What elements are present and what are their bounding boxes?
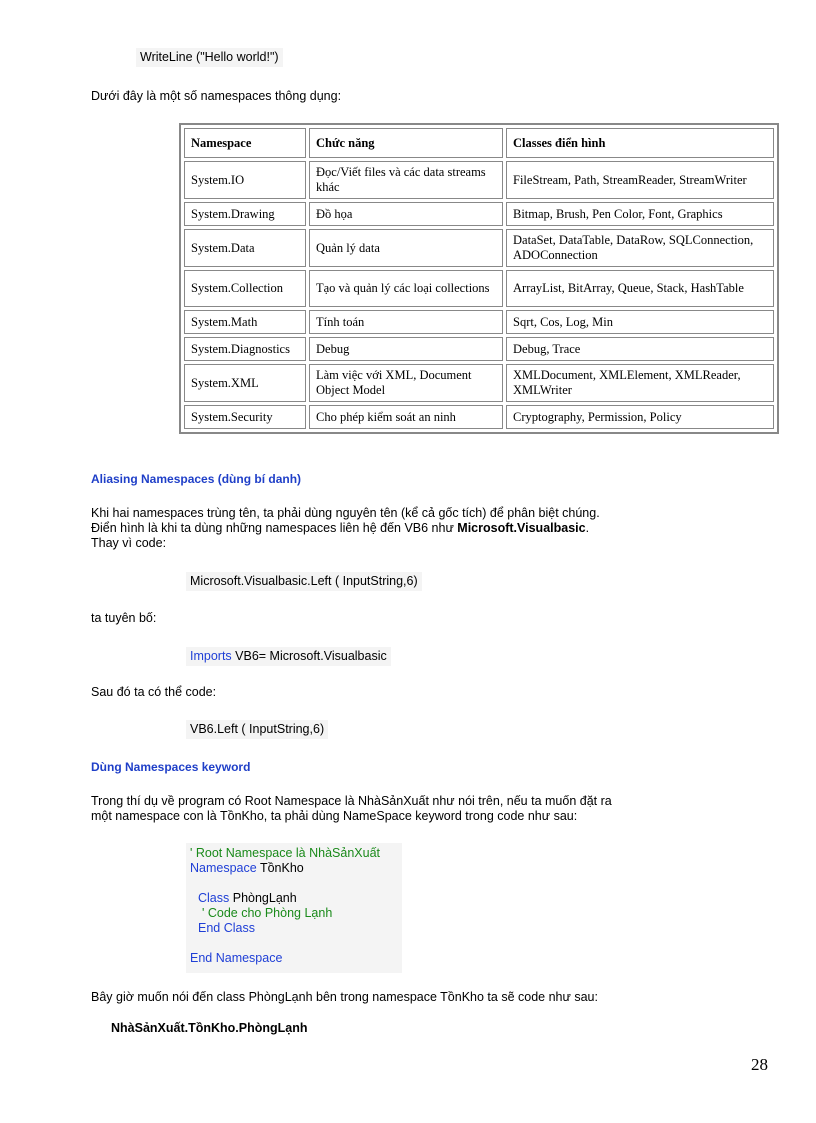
namespace-table <box>179 123 779 434</box>
cell-classes: FileStream, Path, StreamReader, StreamWriter <box>506 161 774 199</box>
cell-classes: Sqrt, Cos, Log, Min <box>506 310 774 334</box>
keyword-line-1: Trong thí dụ về program có Root Namespace là NhàSảnXuất như nói trên, nếu ta muốn đặt ra <box>91 794 612 808</box>
table-row <box>184 364 774 402</box>
label-tuyen-bo: ta tuyên bố: <box>91 611 157 625</box>
label-sau-do: Sau đó ta có thể code: <box>91 685 217 699</box>
section-heading-keyword: Dùng Namespaces keyword <box>91 760 251 774</box>
section-heading-aliasing: Aliasing Namespaces (dùng bí danh) <box>91 472 302 486</box>
code-namespace-name: TồnKho <box>256 861 304 875</box>
after-paragraph: Bây giờ muốn nói đến class PhòngLạnh bên trong namespace TồnKho ta sẽ code như sau: <box>91 990 598 1004</box>
aliasing-line-1: Khi hai namespaces trùng tên, ta phải dùng nguyên tên (kể cả gốc tích) để phân biệt chúng. <box>91 506 600 520</box>
code-writeline-text: WriteLine ("Hello world!") <box>140 50 279 64</box>
code-namespace-keyword: Namespace <box>190 861 257 875</box>
cell-namespace: System.Drawing <box>184 202 306 226</box>
header-chuc-nang: Chức năng <box>309 128 503 158</box>
code-class-name: PhòngLạnh <box>229 891 297 905</box>
table-row <box>184 337 774 361</box>
code-comment-root: ' Root Namespace là NhàSảnXuất <box>190 846 380 860</box>
aliasing-line-3: Thay vì code: <box>91 536 167 550</box>
cell-function: Làm việc với XML, Document Object Model <box>309 364 503 402</box>
code-imports-keyword: Imports <box>190 649 232 663</box>
keyword-line-2: một namespace con là TồnKho, ta phải dùng NameSpace keyword trong code như sau: <box>91 809 578 823</box>
table-header-row <box>184 128 774 158</box>
cell-namespace: System.Collection <box>184 270 306 307</box>
final-path: NhàSảnXuất.TồnKho.PhòngLạnh <box>111 1021 308 1035</box>
code-class-keyword: Class <box>198 891 230 905</box>
table-row <box>184 405 774 429</box>
cell-classes: Bitmap, Brush, Pen Color, Font, Graphics <box>506 202 774 226</box>
cell-function: Debug <box>309 337 503 361</box>
table-row <box>184 161 774 199</box>
cell-classes: ArrayList, BitArray, Queue, Stack, HashTable <box>506 270 774 307</box>
cell-function: Tạo và quản lý các loại collections <box>309 270 503 307</box>
code-namespace-line <box>190 861 398 876</box>
code-imports-rest: VB6= Microsoft.Visualbasic <box>231 649 387 663</box>
header-classes: Classes điển hình <box>506 128 774 158</box>
aliasing-bold-term: Microsoft.Visualbasic <box>457 521 586 535</box>
aliasing-paragraph <box>91 506 600 551</box>
cell-classes: XMLDocument, XMLElement, XMLReader, XMLWriter <box>506 364 774 402</box>
code-namespace-block <box>186 843 402 973</box>
table-row <box>184 270 774 307</box>
cell-classes: DataSet, DataTable, DataRow, SQLConnection, ADOConnection <box>506 229 774 267</box>
cell-namespace: System.IO <box>184 161 306 199</box>
cell-classes: Debug, Trace <box>506 337 774 361</box>
cell-namespace: System.Diagnostics <box>184 337 306 361</box>
cell-namespace: System.Math <box>184 310 306 334</box>
aliasing-line-2-suffix: . <box>585 521 590 535</box>
table-row <box>184 202 774 226</box>
code-vb6-left <box>186 720 328 739</box>
intro-text: Dưới đây là một số namespaces thông dụng: <box>91 89 342 103</box>
page-number: 28 <box>751 1055 768 1074</box>
aliasing-line-2-prefix: Điển hình là khi ta dùng những namespaces liên hệ đến VB6 như <box>91 521 458 535</box>
code-writeline <box>136 48 283 67</box>
cell-function: Tính toán <box>309 310 503 334</box>
code-comment-phong-lanh: ' Code cho Phòng Lạnh <box>202 906 333 920</box>
cell-function: Quản lý data <box>309 229 503 267</box>
code-imports <box>186 647 391 666</box>
cell-namespace: System.Data <box>184 229 306 267</box>
table-row <box>184 229 774 267</box>
cell-namespace: System.XML <box>184 364 306 402</box>
aliasing-line-2 <box>91 521 600 536</box>
code-microsoft-left-text: Microsoft.Visualbasic.Left ( InputString,6) <box>190 574 418 588</box>
cell-function: Cho phép kiểm soát an ninh <box>309 405 503 429</box>
code-end-class: End Class <box>198 921 255 935</box>
header-namespace: Namespace <box>184 128 306 158</box>
cell-function: Đồ họa <box>309 202 503 226</box>
keyword-paragraph <box>91 794 612 824</box>
code-vb6-left-text: VB6.Left ( InputString,6) <box>190 722 325 736</box>
cell-function: Đọc/Viết files và các data streams khác <box>309 161 503 199</box>
cell-namespace: System.Security <box>184 405 306 429</box>
code-end-namespace: End Namespace <box>190 951 283 965</box>
table-row <box>184 310 774 334</box>
cell-classes: Cryptography, Permission, Policy <box>506 405 774 429</box>
code-class-line <box>190 891 398 906</box>
code-microsoft-left <box>186 572 422 591</box>
